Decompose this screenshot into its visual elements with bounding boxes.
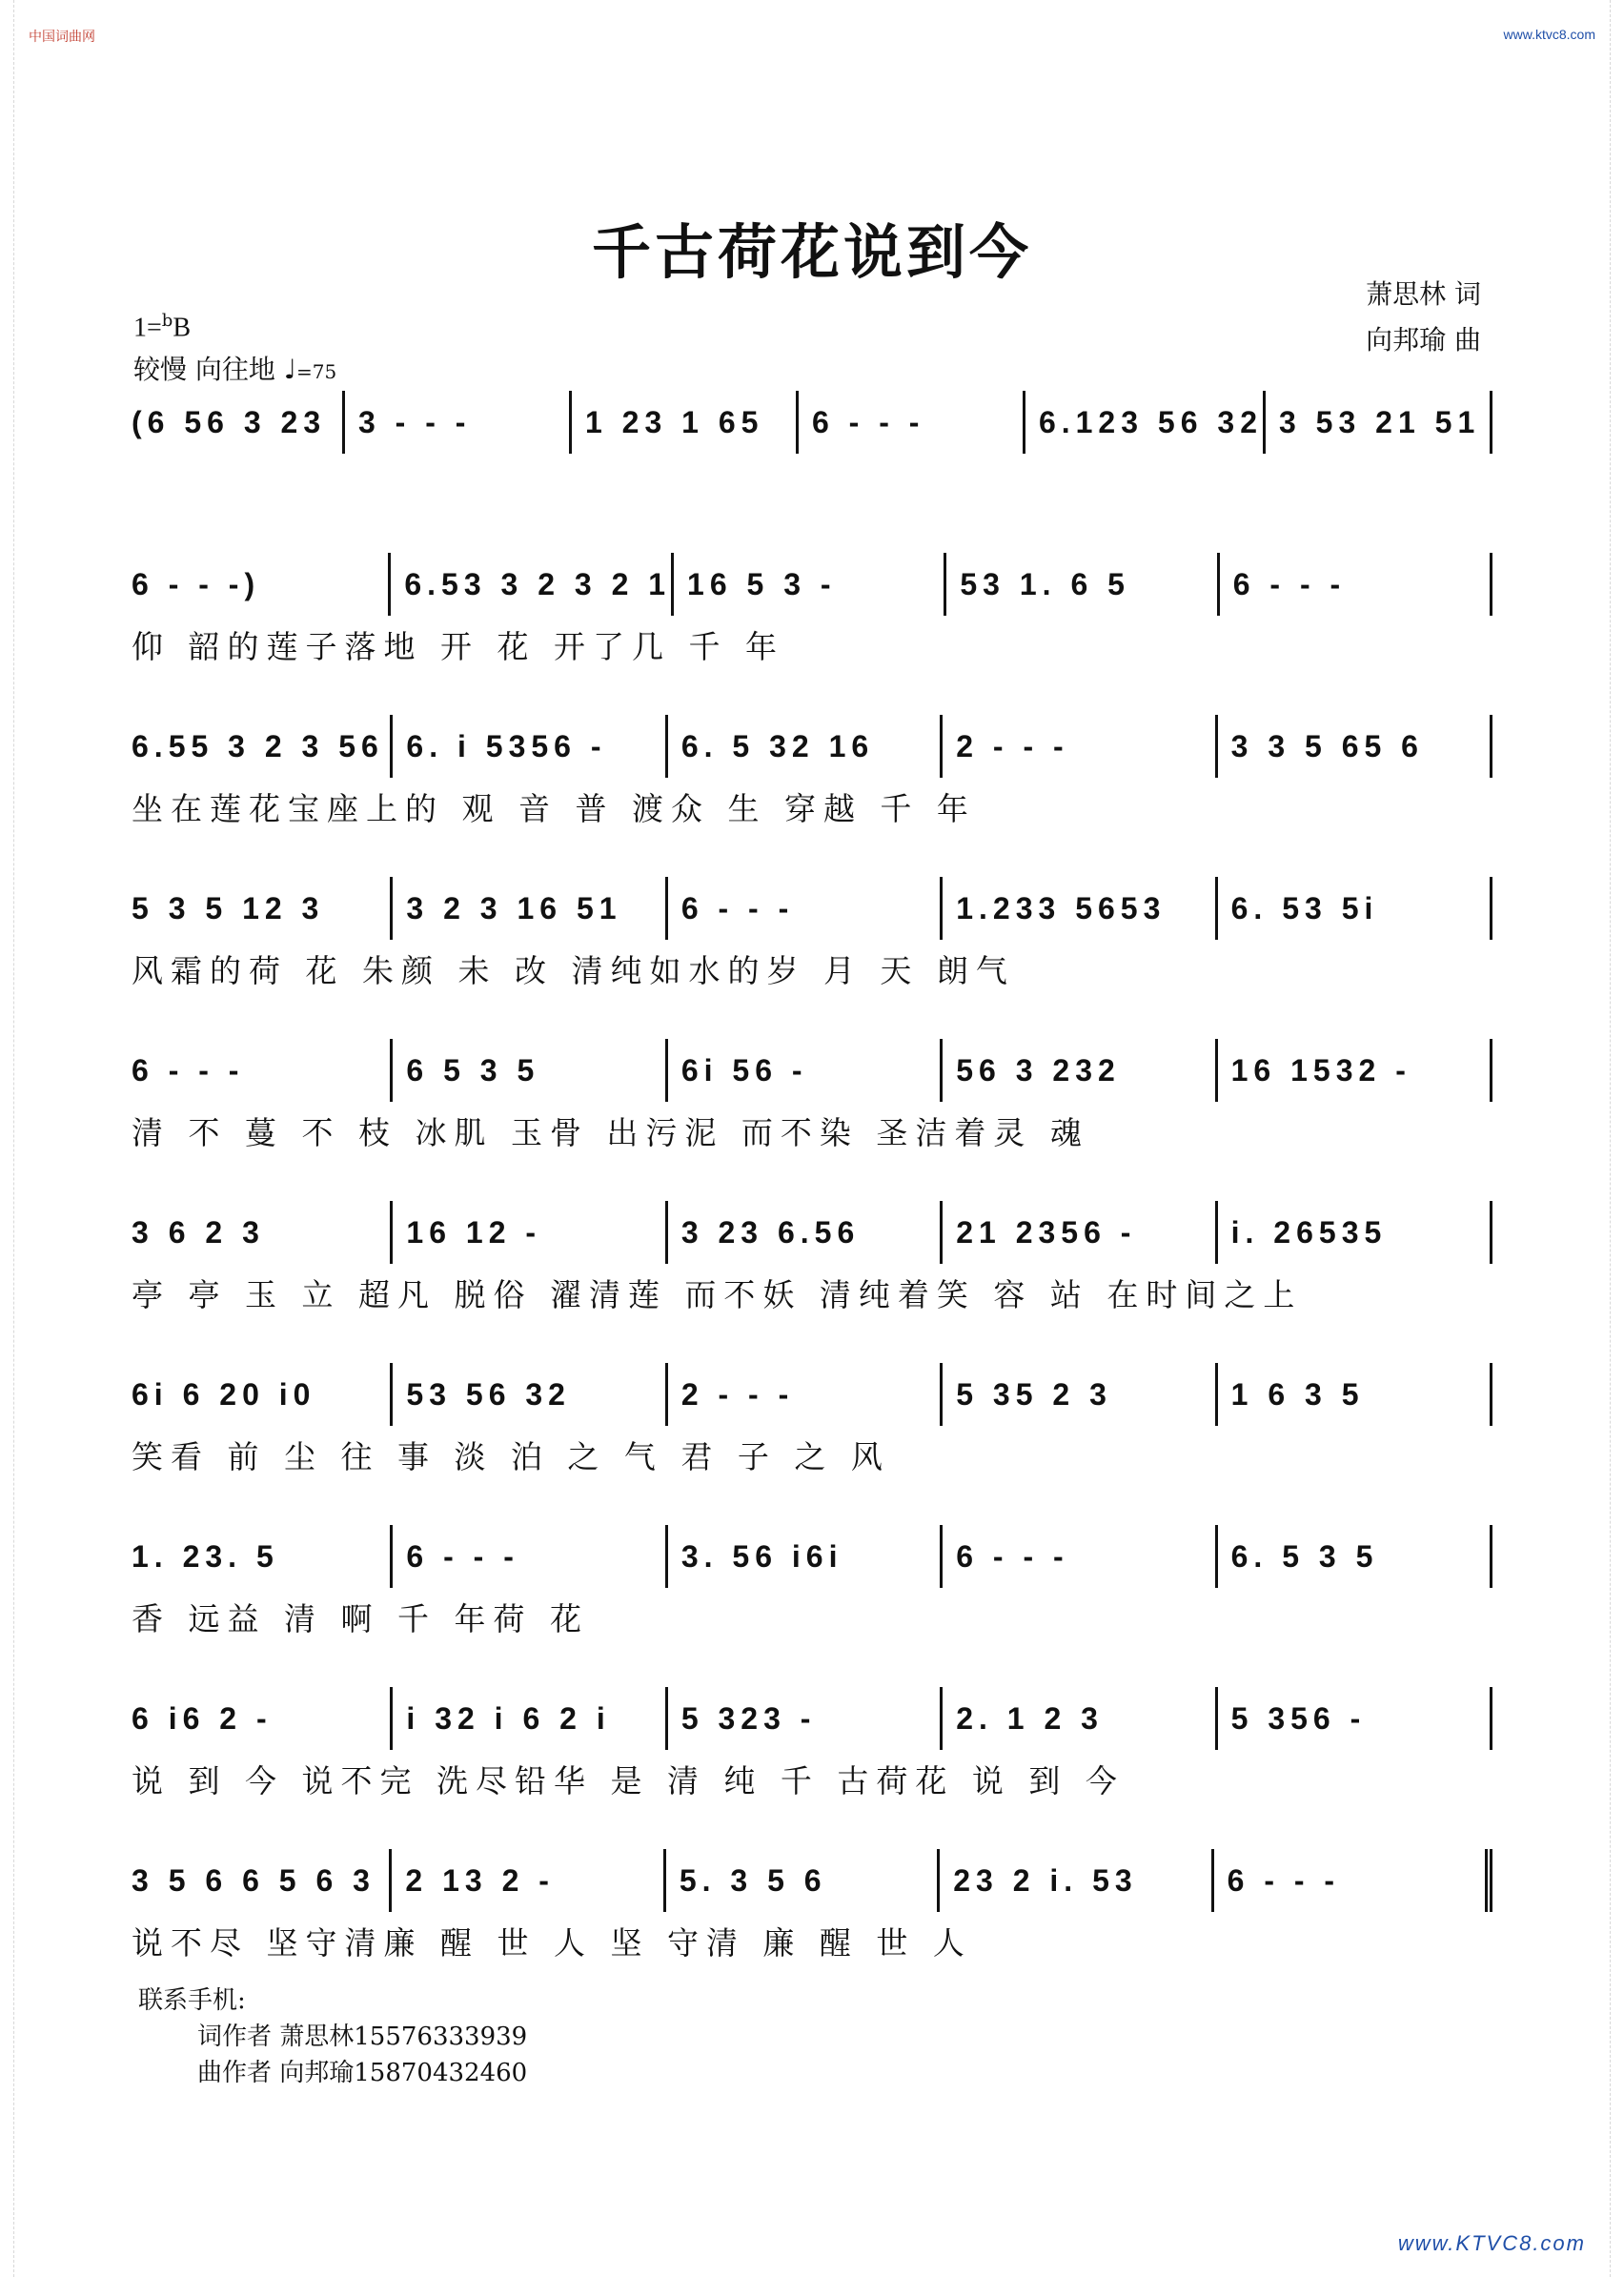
measure: 16 1532 - xyxy=(1215,1039,1492,1102)
measure: 5 323 - xyxy=(665,1687,940,1750)
measure: 1.233 5653 xyxy=(940,877,1214,940)
measure: 5 35 2 3 xyxy=(940,1363,1214,1426)
measure: 16 5 3 - xyxy=(671,553,944,616)
score-system xyxy=(132,1201,1492,1321)
lyrics-row xyxy=(132,454,1492,511)
measure: 16 12 - xyxy=(390,1201,664,1264)
lyrics-row: 香 远益 清 啊 千 年荷 花 xyxy=(132,1599,589,1637)
measure: i 32 i 6 2 i xyxy=(390,1687,664,1750)
song-title: 千古荷花说到今 xyxy=(591,217,1032,287)
notation-row xyxy=(132,1525,1492,1588)
measure: 3 23 6.56 xyxy=(665,1201,940,1264)
measure: 5 3 5 12 3 xyxy=(132,890,325,925)
right-margin-rail xyxy=(1610,0,1624,2277)
notation-row xyxy=(132,1039,1492,1102)
credits xyxy=(1366,272,1481,363)
measure: 6.53 3 2 3 2 1 xyxy=(388,553,671,616)
notation-row xyxy=(132,877,1492,940)
score-system xyxy=(132,1363,1492,1483)
measure: 3 2 3 16 51 xyxy=(390,877,664,940)
lyricist-credit: 萧思林 词 xyxy=(1366,278,1481,310)
measure: 6 - - -) xyxy=(132,566,261,601)
measure: 6 - - - xyxy=(665,877,940,940)
measure: 3 6 2 3 xyxy=(132,1214,265,1250)
measure: 6 - - - xyxy=(132,1052,245,1088)
notation-row xyxy=(132,1201,1492,1264)
score-system xyxy=(132,1849,1492,1969)
notation-row xyxy=(132,553,1492,616)
measure: (6 56 3 23 xyxy=(132,404,327,439)
measure: 53 1. 6 5 xyxy=(944,553,1216,616)
measure: 53 56 32 xyxy=(390,1363,664,1426)
notation-row xyxy=(132,715,1492,778)
measure: 6. i 5356 - xyxy=(390,715,664,778)
measure: 6i 6 20 i0 xyxy=(132,1376,316,1412)
lyrics-row: 笑看 前 尘 往 事 淡 泊 之 气 君 子 之 风 xyxy=(132,1437,890,1475)
measure: 2 - - - xyxy=(665,1363,940,1426)
measure: 6 - - - xyxy=(1217,553,1492,616)
measure: 1. 23. 5 xyxy=(132,1538,279,1574)
measure: 2 13 2 - xyxy=(389,1849,662,1912)
measure: 1 6 3 5 xyxy=(1215,1363,1492,1426)
measure: 6.55 3 2 3 56 xyxy=(132,728,384,763)
lyrics-row: 说不尽 坚守清廉 醒 世 人 坚 守清 廉 醒 世 人 xyxy=(132,1923,972,1962)
measure: 2. 1 2 3 xyxy=(940,1687,1214,1750)
measure: 3 3 5 65 6 xyxy=(1215,715,1492,778)
notation-row xyxy=(132,1363,1492,1426)
tempo-bpm: =75 xyxy=(296,360,337,384)
measure: 5 356 - xyxy=(1215,1687,1492,1750)
lyrics-row: 风霜的荷 花 朱颜 未 改 清纯如水的岁 月 天 朗气 xyxy=(132,951,1015,989)
measure: 6 5 3 5 xyxy=(390,1039,664,1102)
measure: 6 - - - xyxy=(796,391,1023,454)
tempo-text: 较慢 向往地 xyxy=(133,354,275,386)
measure: 6. 5 32 16 xyxy=(665,715,940,778)
notation-row xyxy=(132,1849,1492,1912)
lyrics-row: 坐在莲花宝座上的 观 音 普 渡众 生 穿越 千 年 xyxy=(132,789,976,827)
measure: 3. 56 i6i xyxy=(665,1525,940,1588)
contact-block xyxy=(138,1982,527,2091)
lyrics-row: 仰 韶的莲子落地 开 花 开了几 千 年 xyxy=(132,627,784,665)
measure: 6.123 56 32 xyxy=(1023,391,1263,454)
site-name-watermark: 中国词曲网 xyxy=(29,30,95,45)
score-system xyxy=(132,715,1492,835)
measure: 21 2356 - xyxy=(940,1201,1214,1264)
measure: 3 5 6 6 5 6 3 xyxy=(132,1862,376,1898)
flat-sign: b xyxy=(161,311,173,331)
measure: 3 - - - xyxy=(342,391,569,454)
score-system xyxy=(132,1687,1492,1807)
lyrics-row: 说 到 今 说不完 洗尽铅华 是 清 纯 千 古荷花 说 到 今 xyxy=(132,1761,1125,1799)
measure: 23 2 i. 53 xyxy=(937,1849,1210,1912)
notation-row xyxy=(132,391,1492,454)
score-system xyxy=(132,1525,1492,1645)
measure: 6 i6 2 - xyxy=(132,1700,273,1736)
measure: 56 3 232 xyxy=(940,1039,1214,1102)
tempo-marking xyxy=(133,349,336,393)
composer-credit: 向邦瑜 曲 xyxy=(1366,324,1481,356)
contact-heading: 联系手机: xyxy=(138,1986,246,2015)
score-system xyxy=(132,553,1492,673)
composer-phone: 曲作者 向邦瑜15870432460 xyxy=(197,2059,528,2087)
measure: 6 - - - xyxy=(390,1525,664,1588)
measure: 3 53 21 51 xyxy=(1263,391,1492,454)
lyrics-row: 亭 亭 玉 立 超凡 脱俗 濯清莲 而不妖 清纯着笑 容 站 在时间之上 xyxy=(132,1275,1303,1313)
lyrics-row: 清 不 蔓 不 枝 冰肌 玉骨 出污泥 而不染 圣洁着灵 魂 xyxy=(132,1113,1089,1151)
notation-row xyxy=(132,1687,1492,1750)
key-note: B xyxy=(173,313,192,343)
measure: i. 26535 xyxy=(1215,1201,1492,1264)
score-system xyxy=(132,1039,1492,1159)
key-prefix: 1= xyxy=(133,313,162,343)
score-system xyxy=(132,877,1492,997)
score-system xyxy=(132,391,1492,511)
quarter-note-icon: ♩ xyxy=(274,354,297,386)
score-meta xyxy=(133,300,336,393)
lyricist-phone: 词作者 萧思林15576333939 xyxy=(197,2023,528,2051)
measure: 1 23 1 65 xyxy=(569,391,796,454)
left-margin-rail xyxy=(0,0,14,2277)
bottom-site-watermark: www.KTVC8.com xyxy=(1397,2231,1586,2255)
key-signature xyxy=(133,300,336,349)
measure: 6 - - - xyxy=(1211,1849,1492,1912)
measure: 2 - - - xyxy=(940,715,1214,778)
measure: 6. 53 5i xyxy=(1215,877,1492,940)
measure: 6i 56 - xyxy=(665,1039,940,1102)
site-url-watermark: www.ktvc8.com xyxy=(1503,27,1595,42)
measure: 6. 5 3 5 xyxy=(1215,1525,1492,1588)
measure: 5. 3 5 6 xyxy=(663,1849,937,1912)
measure: 6 - - - xyxy=(940,1525,1214,1588)
